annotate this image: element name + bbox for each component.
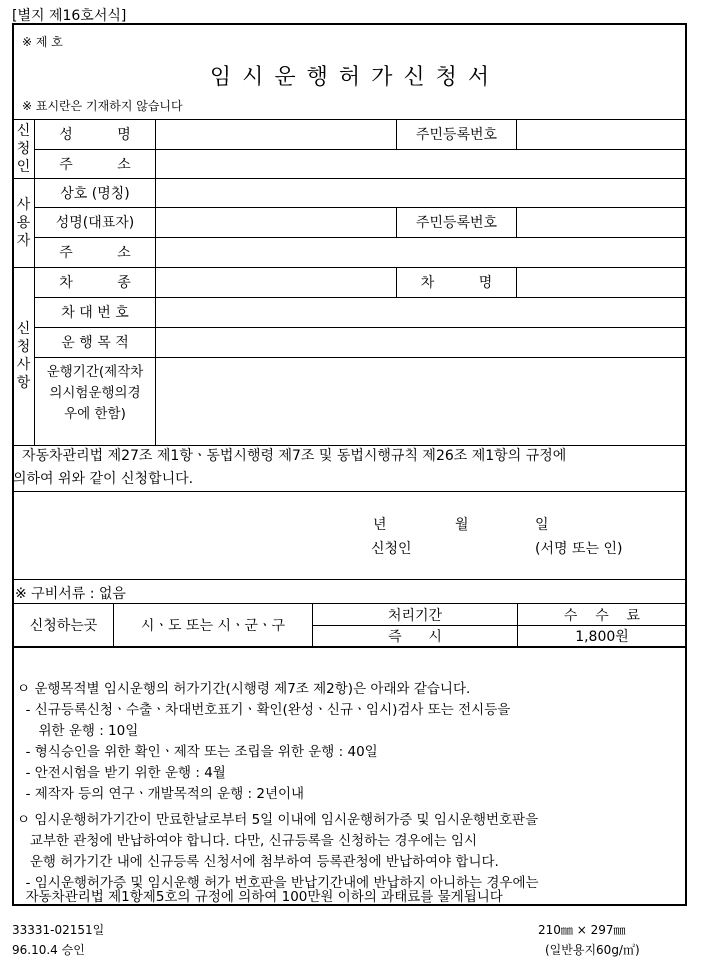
sign-or-seal-label: (서명 또는 인) — [535, 541, 623, 557]
applicant-address-field[interactable] — [156, 150, 686, 178]
date-day-label: 일 — [535, 517, 549, 533]
note-line: - 임시운행허가증 및 임시운행 허가 번호판을 반납기간내에 반납하지 아니하는 경우에는 — [17, 875, 539, 891]
applicant-name-field[interactable] — [156, 120, 396, 149]
note-line: 위한 운행 : 10일 — [17, 723, 139, 739]
user-business-label: 상호 (명칭) — [60, 185, 130, 202]
note-line: - 형식승인을 위한 확인ㆍ제작 또는 조립을 위한 운행 : 40일 — [17, 744, 378, 760]
user-representative-field[interactable] — [156, 208, 396, 237]
operation-period-field[interactable] — [156, 358, 686, 445]
vehicle-type-field[interactable] — [156, 268, 396, 297]
office-value: 시ㆍ도 또는 시ㆍ군ㆍ구 — [140, 618, 286, 634]
note-line: 자동차관리법 제1항제5호의 규정에 의하여 100만원 이하의 과태료를 물게됩니다 — [17, 889, 503, 905]
request-section-label: 신 청 사 항 — [16, 321, 31, 391]
operation-period-label: 운행기간(제작차 의시험운행의경 우에 한함) — [46, 364, 144, 422]
chassis-number-field[interactable] — [156, 298, 686, 327]
vehicle-model-field[interactable] — [517, 268, 686, 297]
user-address-label: 주 소 — [59, 245, 131, 261]
date-month-label: 월 — [455, 517, 469, 533]
application-number-label: ※ 제 호 — [22, 35, 63, 49]
paper-size: 210㎜ × 297㎜ — [538, 923, 626, 937]
note-line: - 안전시험을 받기 위한 운행 : 4월 — [17, 765, 226, 781]
user-address-field[interactable] — [156, 238, 686, 267]
applicant-section-label: 신 청 인 — [16, 122, 31, 175]
user-rrn-field[interactable] — [517, 208, 686, 237]
note-line: - 제작자 등의 연구ㆍ개발목적의 운행 : 2년이내 — [17, 786, 305, 802]
form-title: 임 시 운 행 허 가 신 청 서 — [209, 65, 492, 90]
signature-field[interactable] — [412, 534, 532, 556]
required-documents: ※ 구비서류 : 없음 — [15, 586, 126, 602]
approval-date: 96.10.4 승인 — [12, 943, 85, 957]
vehicle-model-label: 차 명 — [420, 275, 493, 291]
applicant-rrn-label: 주민등록번호 — [415, 127, 498, 143]
note-line: ㅇ 임시운행허가기간이 만료한날로부터 5일 이내에 임시운행허가증 및 임시운행번호판을 — [17, 812, 539, 828]
office-label: 신청하는곳 — [29, 618, 98, 634]
processing-period-value: 즉 시 — [388, 629, 442, 645]
user-section-label: 사 용 자 — [16, 196, 31, 249]
note-line: ㅇ 운행목적별 임시운행의 허가기간(시행령 제7조 제2항)은 아래와 같습니다. — [17, 681, 471, 697]
date-year-label: 년 — [373, 517, 387, 533]
note-line: 교부한 관청에 반납하여야 합니다. 다만, 신규등록을 신청하는 경우에는 임시 — [17, 833, 478, 849]
operation-purpose-field[interactable] — [156, 328, 686, 357]
form-tag: [별지 제16호서식] — [12, 8, 127, 24]
user-representative-label: 성명(대표자) — [55, 215, 135, 231]
note-line: - 신규등록신청ㆍ수출ㆍ차대번호표기ㆍ확인(완성ㆍ신규ㆍ임시)검사 또는 전시등을 — [17, 702, 511, 718]
vehicle-type-label: 차 종 — [59, 275, 131, 291]
user-rrn-label: 주민등록번호 — [415, 215, 498, 231]
form-notice: ※ 표시란은 기재하지 않습니다 — [22, 99, 183, 113]
applicant-rrn-field[interactable] — [517, 120, 686, 149]
chassis-number-label: 차 대 번 호 — [61, 305, 129, 321]
paper-type: (일반용지60g/㎡) — [545, 943, 640, 957]
processing-period-header: 처리기간 — [387, 607, 443, 624]
note-line: 운행 허가기간 내에 신규등록 신청서에 첨부하여 등록관청에 반납하여야 합니다. — [17, 854, 499, 870]
applicant-signature-label: 신청인 — [371, 541, 412, 557]
fee-header: 수 수 료 — [563, 607, 641, 624]
form-code: 33331-02151일 — [12, 923, 105, 937]
operation-purpose-label: 운 행 목 적 — [61, 335, 129, 351]
user-business-field[interactable] — [156, 179, 686, 207]
applicant-address-label: 주 소 — [59, 156, 131, 173]
fee-value: 1,800원 — [575, 629, 629, 645]
legal-statement: 자동차관리법 제27조 제1항ㆍ동법시행령 제7조 및 동법시행규칙 제26조 제1항의 규정에 의하여 위와 같이 신청합니다. — [13, 448, 567, 487]
applicant-name-label: 성 명 — [59, 127, 131, 143]
